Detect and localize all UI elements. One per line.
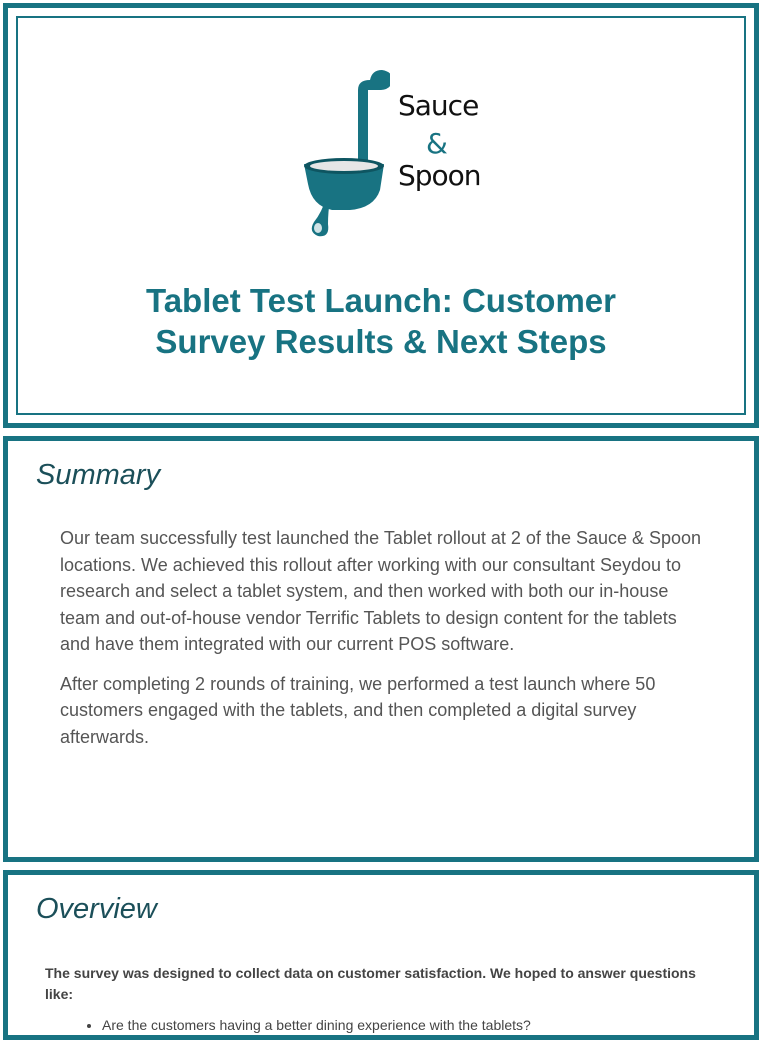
title-slide-frame bbox=[16, 16, 746, 415]
deck-title bbox=[18, 280, 744, 362]
logo-ampersand: & bbox=[426, 127, 447, 160]
summary-body bbox=[60, 525, 710, 763]
deck-title-line-2: Survey Results & Next Steps bbox=[155, 323, 607, 360]
overview-heading: Overview bbox=[36, 893, 157, 925]
overview-slide bbox=[3, 870, 759, 1040]
title-slide bbox=[3, 3, 759, 428]
summary-paragraph: After completing 2 rounds of training, we performed a test launch where 50 customers engaged with the tablets, and then completed a digital survey afterwards. bbox=[60, 673, 656, 747]
survey-question-list bbox=[70, 1015, 742, 1036]
summary-heading: Summary bbox=[36, 459, 161, 491]
survey-question-item: • Are the customers having a better dining experience with the tablets? bbox=[102, 1015, 742, 1036]
summary-paragraph: Our team successfully test launched the Tablet rollout at 2 of the Sauce & Spoon locations. We achieved this rollout after working with our consultant Seydou to research and select a tablet system, and then worked with both our in-house team and out-of-house vendor Terrific Tablets to design content for the tablets and have them integrated with our current POS software. bbox=[60, 528, 702, 654]
overview-lead-text: The survey was designed to collect data on customer satisfaction. We hoped to answer questions like: bbox=[45, 965, 696, 1002]
sauce-and-spoon-logo bbox=[300, 60, 500, 240]
deck-title-line-1: Tablet Test Launch: Customer bbox=[146, 282, 616, 319]
ladle-icon bbox=[300, 60, 390, 240]
summary-slide bbox=[3, 436, 759, 862]
logo-word-spoon: Spoon bbox=[398, 159, 481, 192]
logo-word-sauce: Sauce bbox=[398, 89, 479, 122]
